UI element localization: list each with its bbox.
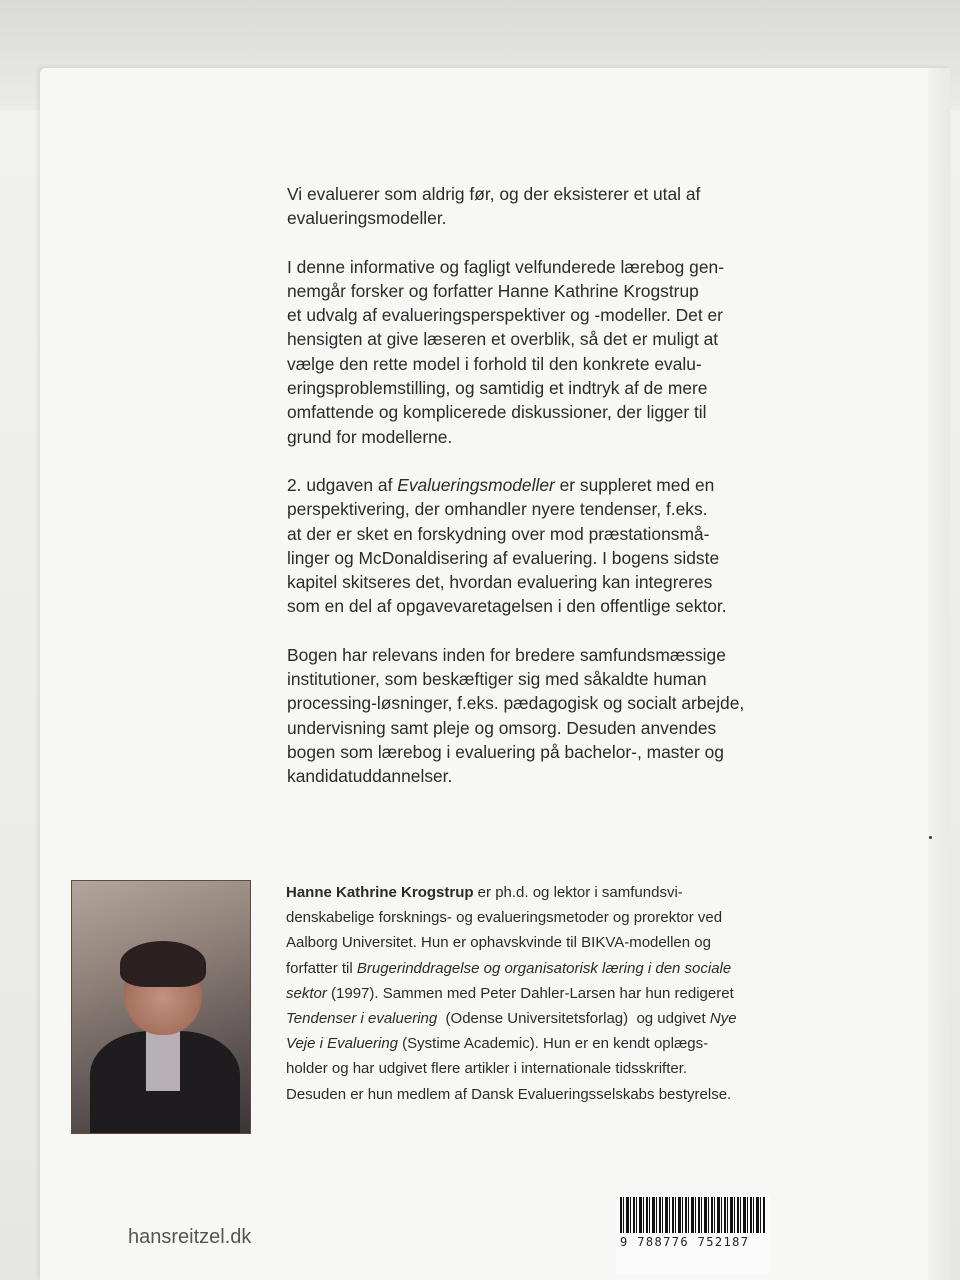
- publisher-url: hansreitzel.dk: [128, 1226, 252, 1248]
- text-fragment: (Odense Universitetsforlag) og udgivet: [437, 1010, 710, 1028]
- text-line: [287, 473, 807, 497]
- text-line: nemgår forsker og forfatter Hanne Kathrine Krogstrup: [287, 280, 699, 301]
- author-name: Hanne Kathrine Krogstrup: [286, 884, 474, 901]
- text-line: undervisning samt pleje og omsorg. Desuden anvendes: [287, 717, 717, 738]
- text-line: kandidatuddannelser.: [287, 766, 453, 787]
- text-line: denskabelige forsknings- og evalueringsmetoder og prorektor ved: [286, 909, 723, 927]
- blurb-paragraph-1: [287, 182, 807, 231]
- text-line: perspektivering, der omhandler nyere tendenser, f.eks.: [287, 499, 708, 520]
- text-line: som en del af opgavevaretagelsen i den offentlige sektor.: [287, 596, 727, 617]
- text-line: omfattende og komplicerede diskussioner, der ligger til: [287, 402, 707, 423]
- barcode-digits: 9 788776 752187: [620, 1235, 750, 1249]
- text-line: [286, 1006, 786, 1031]
- text-line: Desuden er hun medlem af Dansk Evalueringsselskabs bestyrelse.: [286, 1085, 732, 1103]
- text-line: hensigten at give læseren et overblik, så det er muligt at: [287, 329, 719, 350]
- text-line: vælge den rette model i forhold til den konkrete evalu-: [287, 353, 702, 374]
- book-title: Veje i Evaluering: [286, 1035, 399, 1053]
- book-title: sektor: [286, 984, 327, 1002]
- text-line: Vi evaluerer som aldrig før, og der eksisterer et utal af: [287, 184, 701, 204]
- text-fragment: 2. udgaven af: [287, 474, 398, 495]
- text-fragment: er ph.d. og lektor i samfundsvi-: [473, 884, 683, 901]
- dust-speck: [929, 836, 932, 839]
- text-line: processing-løsninger, f.eks. pædagogisk og socialt arbejde,: [287, 693, 745, 714]
- book-title: Tendenser i evaluering: [286, 1010, 438, 1028]
- text-fragment: forfatter til: [286, 959, 357, 977]
- author-bio: [286, 880, 786, 1107]
- text-line: [286, 981, 786, 1006]
- book-title: Evalueringsmodeller: [397, 474, 555, 495]
- text-fragment: (1997). Sammen med Peter Dahler-Larsen har hun redigeret: [326, 984, 734, 1002]
- text-line: eringsproblemstilling, og samtidig et indtryk af de mere: [287, 378, 708, 399]
- cover-edge: [928, 68, 950, 1280]
- text-line: institutioner, som beskæftiger sig med såkaldte human: [287, 669, 707, 690]
- text-line: [286, 880, 786, 905]
- text-line: I denne informative og fagligt velfunderede lærebog gen-: [287, 256, 724, 277]
- isbn-barcode: [616, 1195, 770, 1275]
- text-line: evalueringsmodeller.: [287, 208, 447, 229]
- text-line: linger og McDonaldisering af evaluering. I bogens sidste: [287, 547, 720, 568]
- text-line: Bogen har relevans inden for bredere samfundsmæssige: [287, 644, 726, 665]
- text-line: grund for modellerne.: [287, 426, 453, 447]
- text-line: kapitel skitseres det, hvordan evaluering kan integreres: [287, 572, 713, 593]
- blurb-paragraph-2: [287, 255, 807, 449]
- text-line: at der er sket en forskydning over mod præstationsmå-: [287, 523, 710, 544]
- text-line: holder og har udgivet flere artikler i internationale tidsskrifter.: [286, 1060, 688, 1078]
- photo-figure-hair: [120, 941, 206, 987]
- barcode-bars: [620, 1197, 766, 1233]
- text-fragment: (Systime Academic). Hun er en kendt oplægs-: [398, 1035, 709, 1053]
- book-title: Brugerinddragelse og organisatorisk læring i den sociale: [356, 959, 732, 977]
- blurb-paragraph-3: [287, 473, 807, 619]
- text-line: [286, 1031, 786, 1056]
- text-line: [286, 956, 786, 981]
- blurb-text: [287, 182, 807, 813]
- author-photo: [71, 880, 251, 1134]
- text-line: et udvalg af evalueringsperspektiver og -modeller. Det er: [287, 305, 723, 326]
- text-line: Aalborg Universitet. Hun er ophavskvinde til BIKVA-modellen og: [286, 934, 711, 952]
- blurb-paragraph-4: [287, 643, 807, 789]
- text-fragment: er suppleret med en: [554, 474, 715, 495]
- text-line: bogen som lærebog i evaluering på bachelor-, master og: [287, 741, 724, 762]
- book-title: Nye: [709, 1010, 737, 1028]
- photo-figure-shirt: [146, 1031, 180, 1091]
